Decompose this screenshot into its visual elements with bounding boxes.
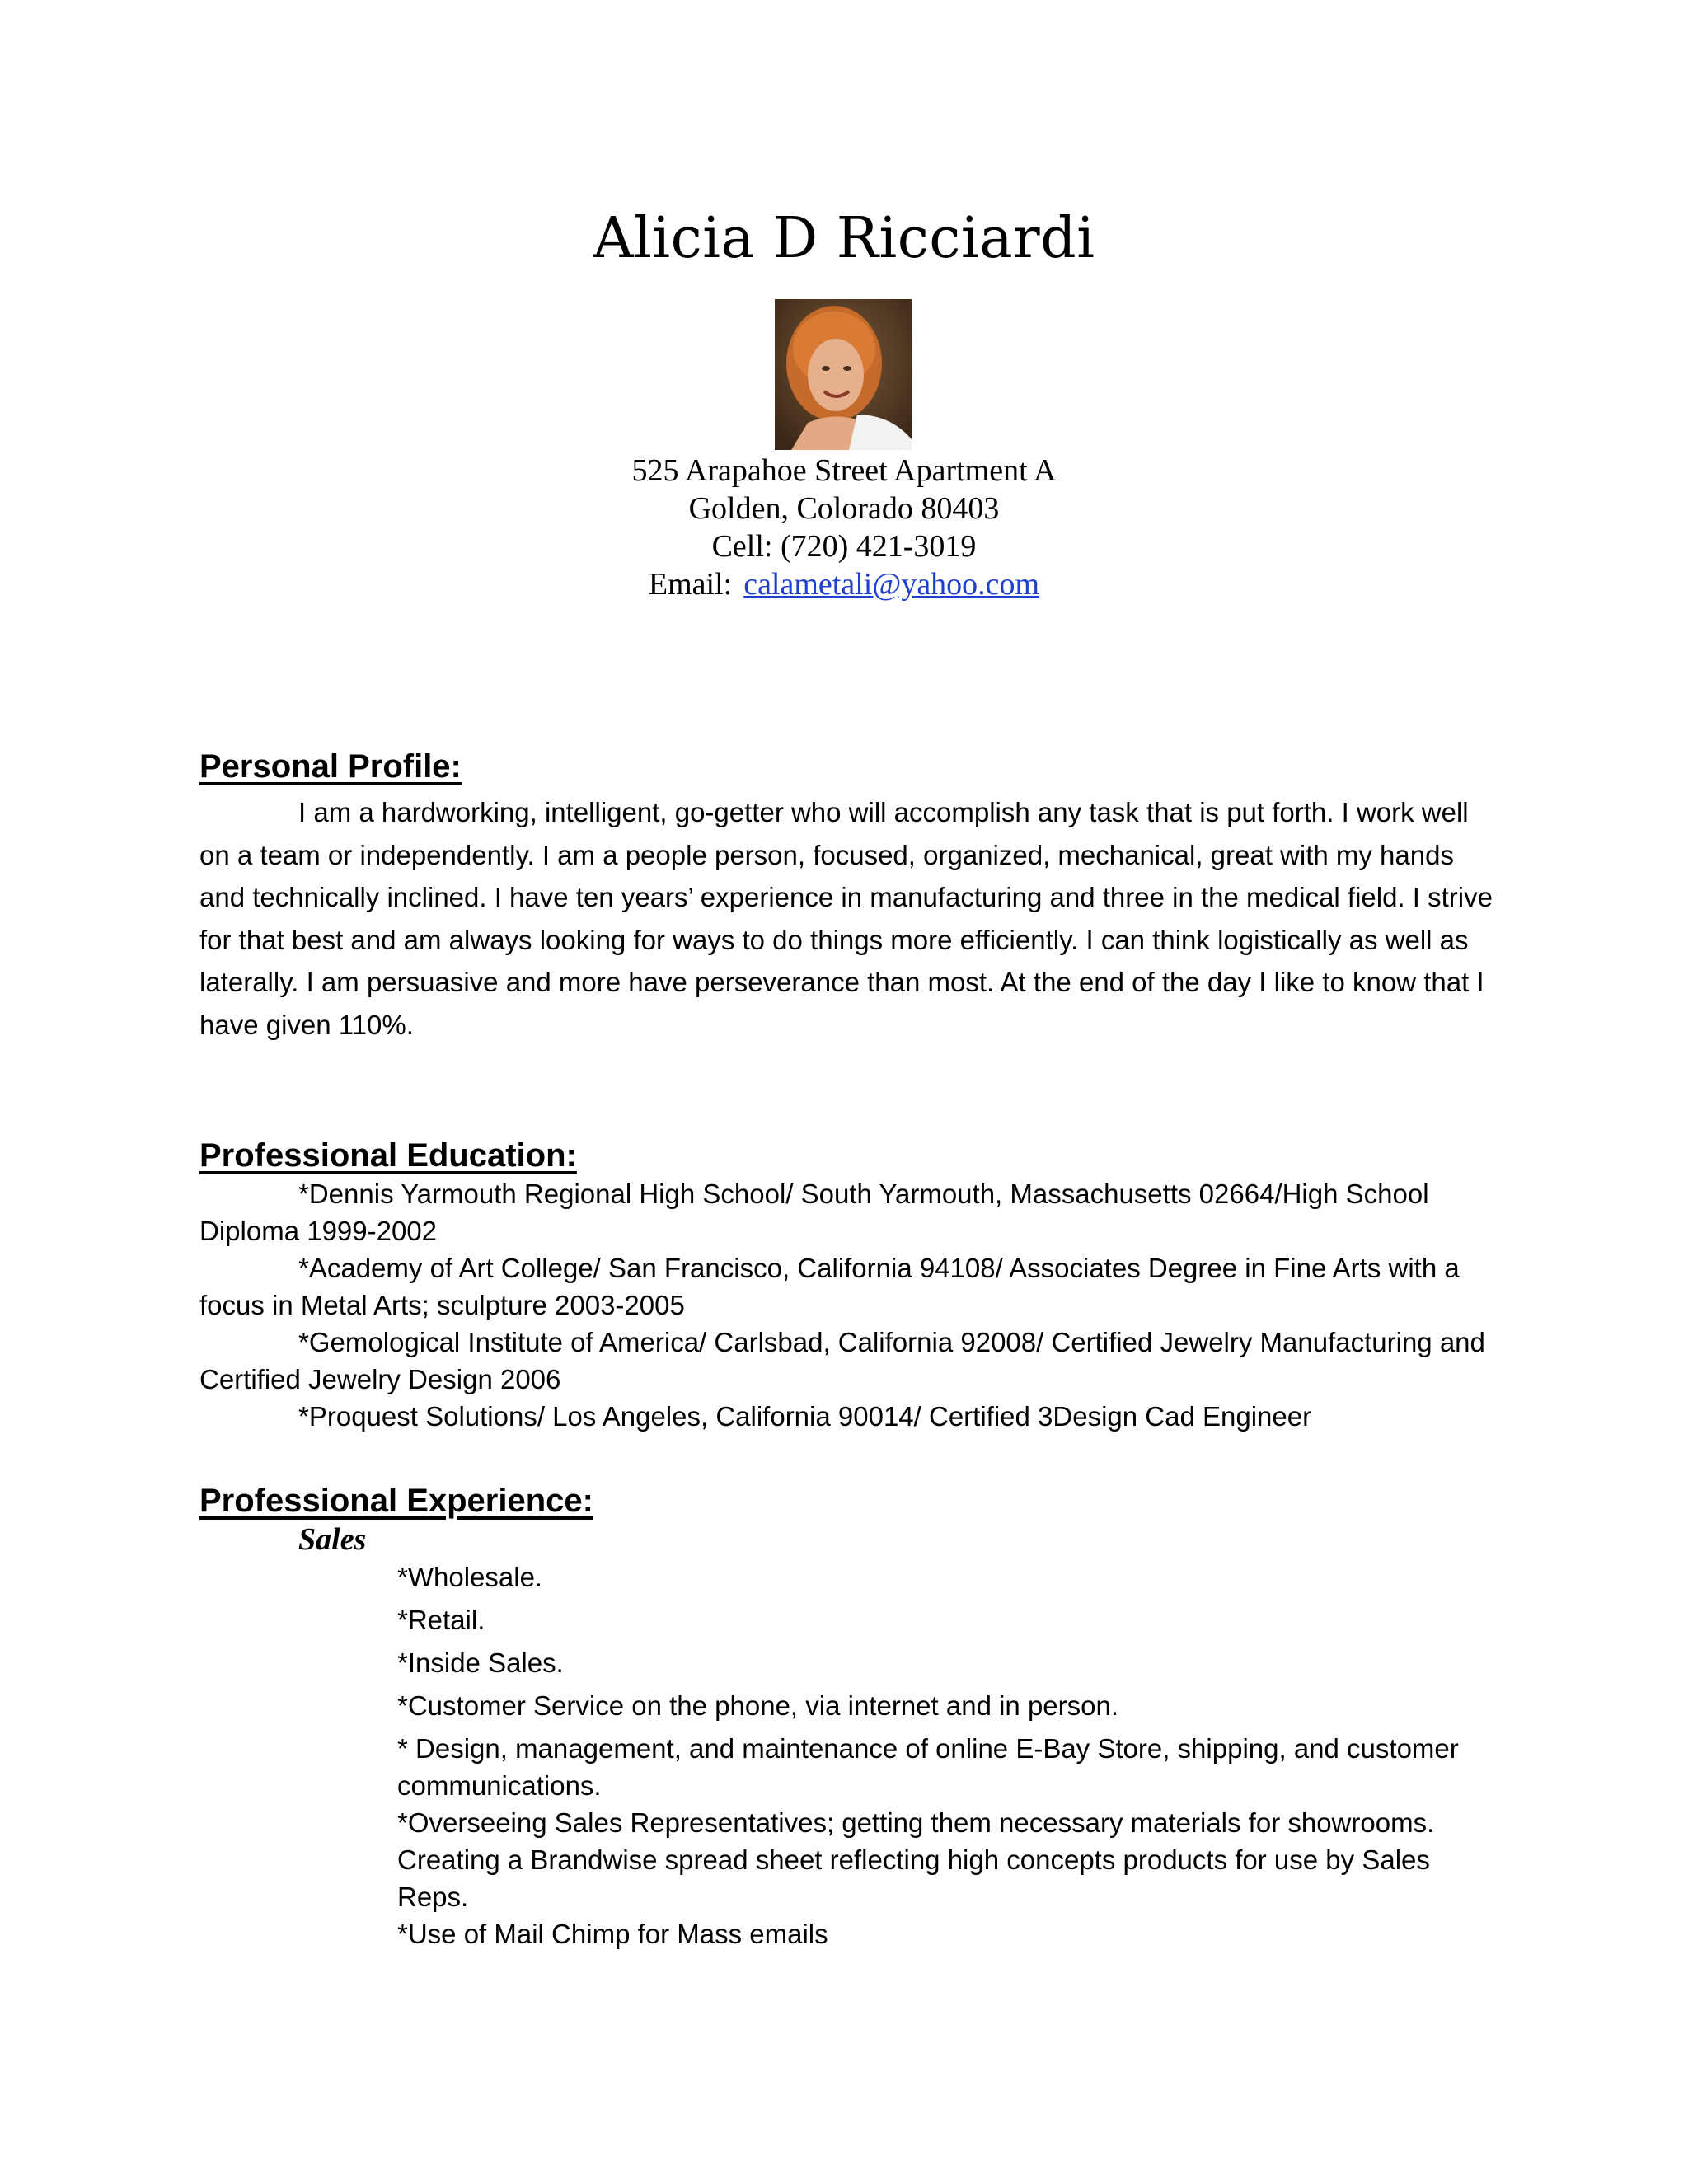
- list-item: *Use of Mail Chimp for Mass emails: [397, 1919, 828, 1949]
- list-item: *Customer Service on the phone, via internet and in person.: [397, 1690, 1119, 1721]
- education-section: [199, 1136, 1493, 1435]
- education-item: *Gemological Institute of America/ Carlsbad, California 92008/ Certified Jewelry Manufacturing and Certified Jewelry Design 2006: [199, 1327, 1485, 1394]
- education-item: *Dennis Yarmouth Regional High School/ South Yarmouth, Massachusetts 02664/High School Diploma 1999-2002: [199, 1179, 1429, 1246]
- list-item: *Retail.: [397, 1605, 485, 1635]
- experience-section: [199, 1481, 1493, 1952]
- list-item: * Design, management, and maintenance of online E-Bay Store, shipping, and customer communications.: [397, 1733, 1459, 1801]
- education-item: *Proquest Solutions/ Los Angeles, California 90014/ Certified 3Design Cad Engineer: [298, 1401, 1312, 1432]
- list-item: *Overseeing Sales Representatives; getting them necessary materials for showrooms. Creating a Brandwise spread sheet reflecting high concepts products for use by Sales Reps.: [397, 1807, 1435, 1912]
- email-label: Email:: [648, 567, 733, 602]
- personal-profile-section: [199, 747, 1493, 1047]
- experience-list: [397, 1558, 1493, 1952]
- personal-profile-text: I am a hardworking, intelligent, go-getter who will accomplish any task that is put forth. I work well on a team or independently. I am a people person, focused, organized, mechanical, great with my hands and technically inclined. I have ten years’ experience in manufacturing and three in the medical field. I strive for that best and am always looking for ways to do things more efficiently. I can think logistically as well as laterally. I am persuasive and more have perseverance than most. At the end of the day I like to know that I have given 110%.: [199, 797, 1493, 1040]
- candidate-name: Alicia D Ricciardi: [593, 206, 1095, 271]
- cell-phone: Cell: (720) 421-3019: [711, 529, 977, 564]
- personal-profile-heading: Personal Profile:: [199, 748, 462, 785]
- email-link[interactable]: calametali@yahoo.com: [743, 567, 1040, 602]
- address-line-1: 525 Arapahoe Street Apartment A: [631, 453, 1057, 488]
- email-line: [0, 565, 1688, 603]
- list-item: *Wholesale.: [397, 1562, 543, 1592]
- education-item: *Academy of Art College/ San Francisco, California 94108/ Associates Degree in Fine Arts with a focus in Metal Arts; sculpture 2003-2005: [199, 1253, 1460, 1320]
- experience-subheading: Sales: [298, 1522, 367, 1557]
- list-item: *Inside Sales.: [397, 1647, 564, 1678]
- experience-heading: Professional Experience:: [199, 1483, 593, 1519]
- contact-block: [0, 452, 1688, 603]
- education-heading: Professional Education:: [199, 1137, 577, 1174]
- profile-photo: [775, 299, 912, 450]
- address-line-2: Golden, Colorado 80403: [688, 491, 1000, 526]
